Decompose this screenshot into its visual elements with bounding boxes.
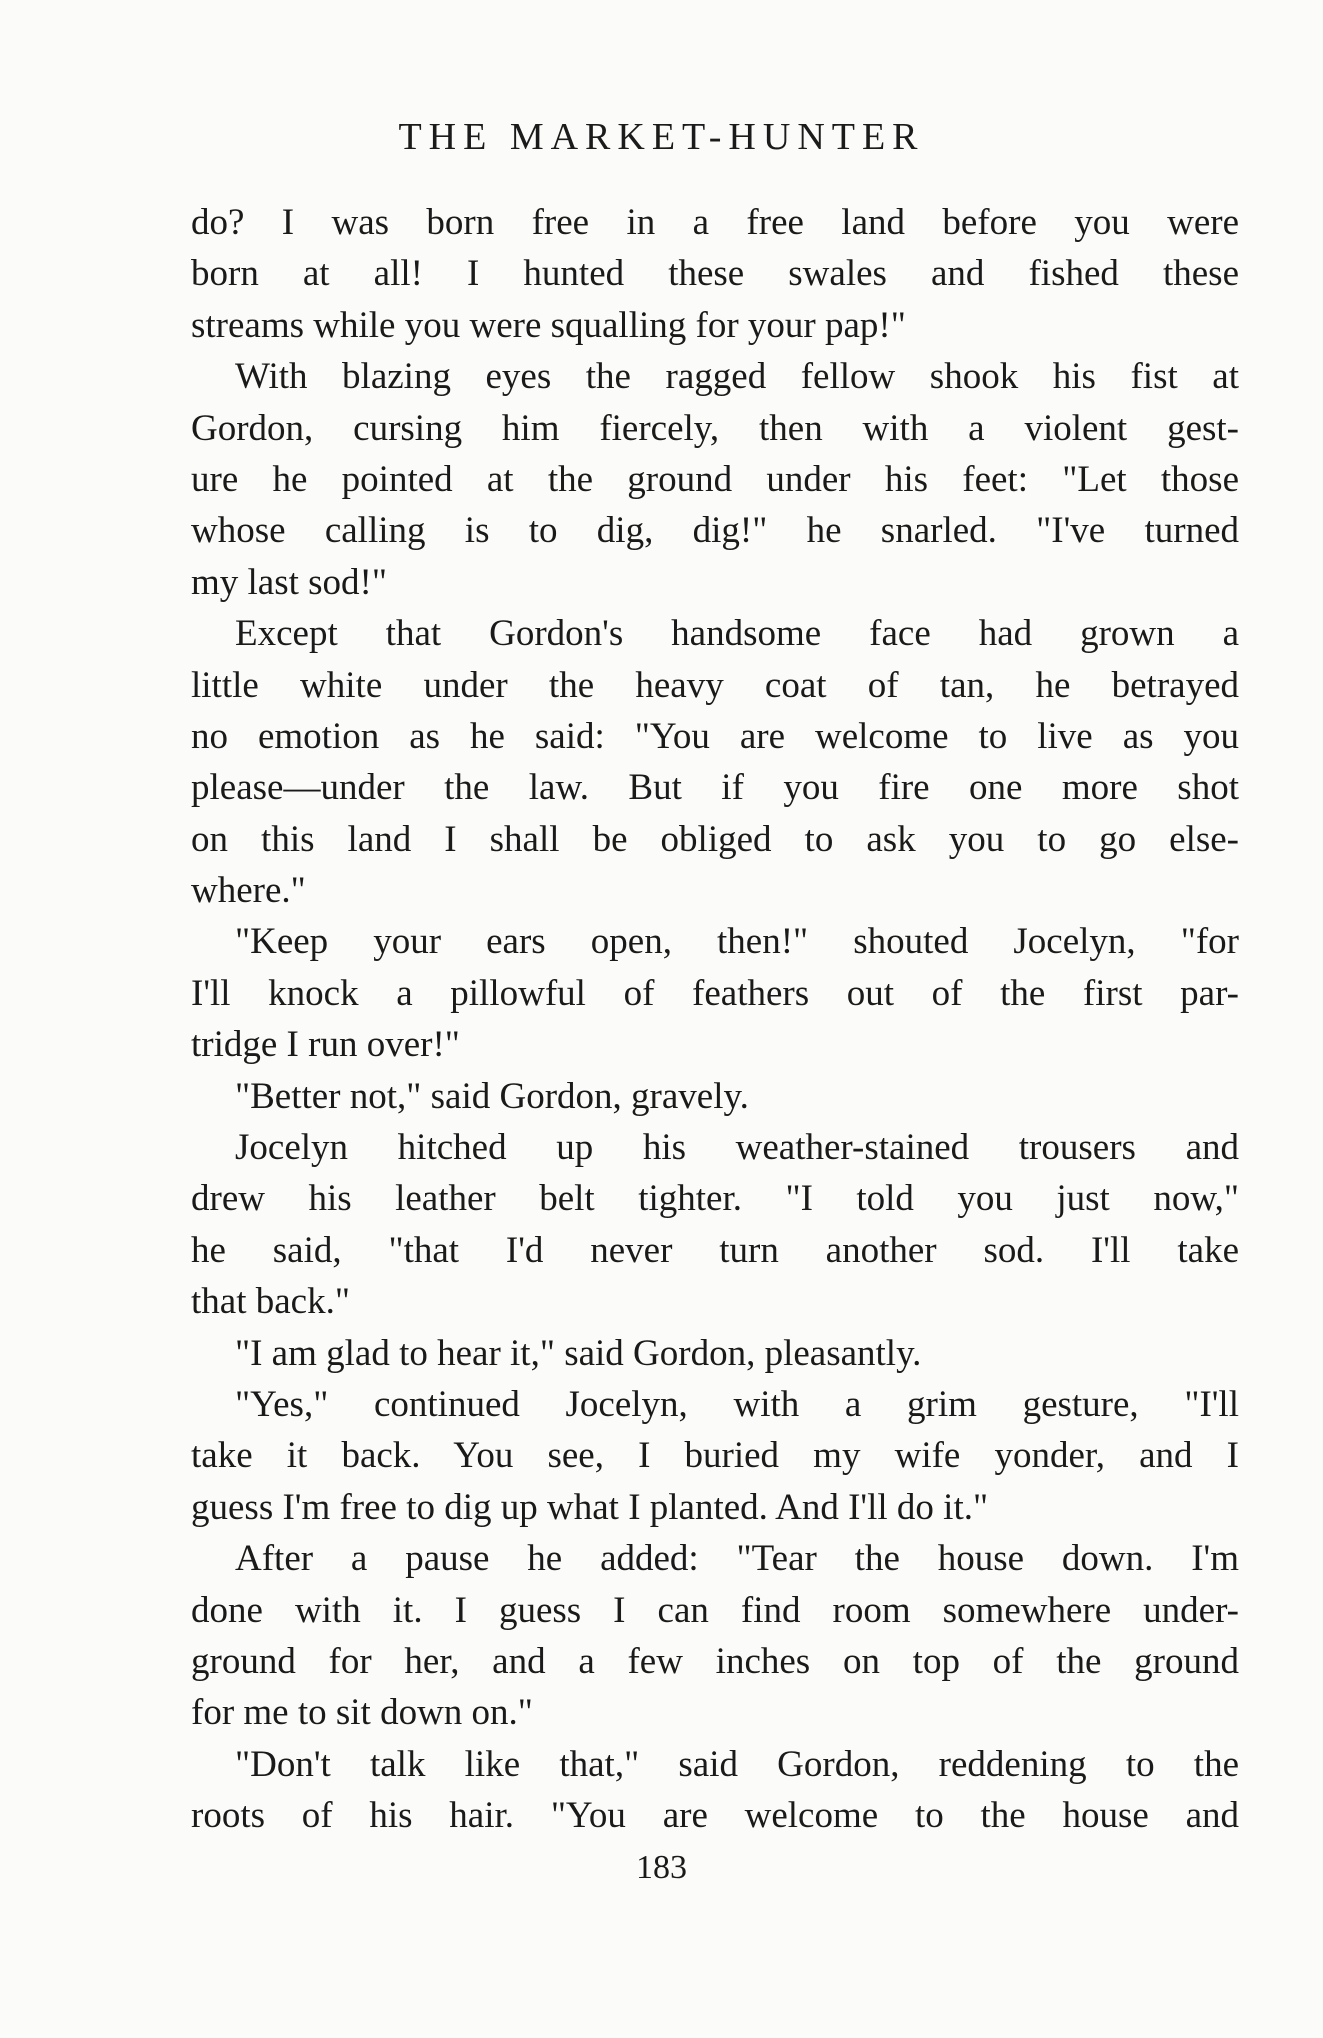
text-line: do? I was born free in a free land before you were: [191, 202, 1239, 243]
text-line: on this land I shall be obliged to ask you to go else-: [191, 818, 1239, 860]
text-line: With blazing eyes the ragged fellow shook his fist at: [235, 356, 1239, 398]
text-line: "Don't talk like that," said Gordon, reddening to the: [235, 1743, 1239, 1785]
text-line: where.": [191, 870, 306, 912]
text-line: ure he pointed at the ground under his feet: "Let those: [191, 458, 1239, 500]
text-line: "Keep your ears open, then!" shouted Jocelyn, "for: [235, 921, 1239, 963]
text-line: take it back. You see, I buried my wife yonder, and I: [191, 1435, 1239, 1477]
text-line: done with it. I guess I can find room somewhere under-: [191, 1589, 1239, 1631]
text-line: he said, "that I'd never turn another sod. I'll take: [191, 1229, 1239, 1271]
text-line: "I am glad to hear it," said Gordon, pleasantly.: [235, 1332, 922, 1374]
text-line: After a pause he added: "Tear the house down. I'm: [235, 1538, 1239, 1580]
body-text: [191, 197, 1239, 1842]
text-line: whose calling is to dig, dig!" he snarled. "I've turned: [191, 510, 1239, 552]
text-line: please—under the law. But if you fire one more shot: [191, 767, 1239, 809]
running-head: THE MARKET-HUNTER: [398, 116, 925, 158]
text-line: "Yes," continued Jocelyn, with a grim gesture, "I'll: [235, 1383, 1239, 1425]
text-line: I'll knock a pillowful of feathers out of the first par-: [191, 972, 1239, 1014]
text-line: for me to sit down on.": [191, 1692, 533, 1734]
text-line: born at all! I hunted these swales and fished these: [191, 253, 1239, 295]
page-number: 183: [636, 1849, 687, 1886]
text-line: guess I'm free to dig up what I planted. And I'll do it.": [191, 1486, 989, 1528]
text-line: "Better not," said Gordon, gravely.: [235, 1075, 749, 1117]
text-line: that back.": [191, 1281, 350, 1323]
text-line: no emotion as he said: "You are welcome to live as you: [191, 715, 1239, 757]
text-line: streams while you were squalling for your pap!": [191, 304, 906, 346]
text-line: ground for her, and a few inches on top of the ground: [191, 1640, 1239, 1682]
text-line: tridge I run over!": [191, 1024, 460, 1066]
text-line: drew his leather belt tighter. "I told you just now,": [191, 1178, 1239, 1220]
text-line: roots of his hair. "You are welcome to the house and: [191, 1795, 1239, 1837]
text-line: little white under the heavy coat of tan, he betrayed: [191, 664, 1239, 706]
text-line: Except that Gordon's handsome face had grown a: [235, 613, 1239, 655]
text-line: my last sod!": [191, 561, 387, 603]
text-line: Gordon, cursing him fiercely, then with a violent gest-: [191, 407, 1239, 449]
text-line: Jocelyn hitched up his weather-stained trousers and: [235, 1127, 1239, 1169]
